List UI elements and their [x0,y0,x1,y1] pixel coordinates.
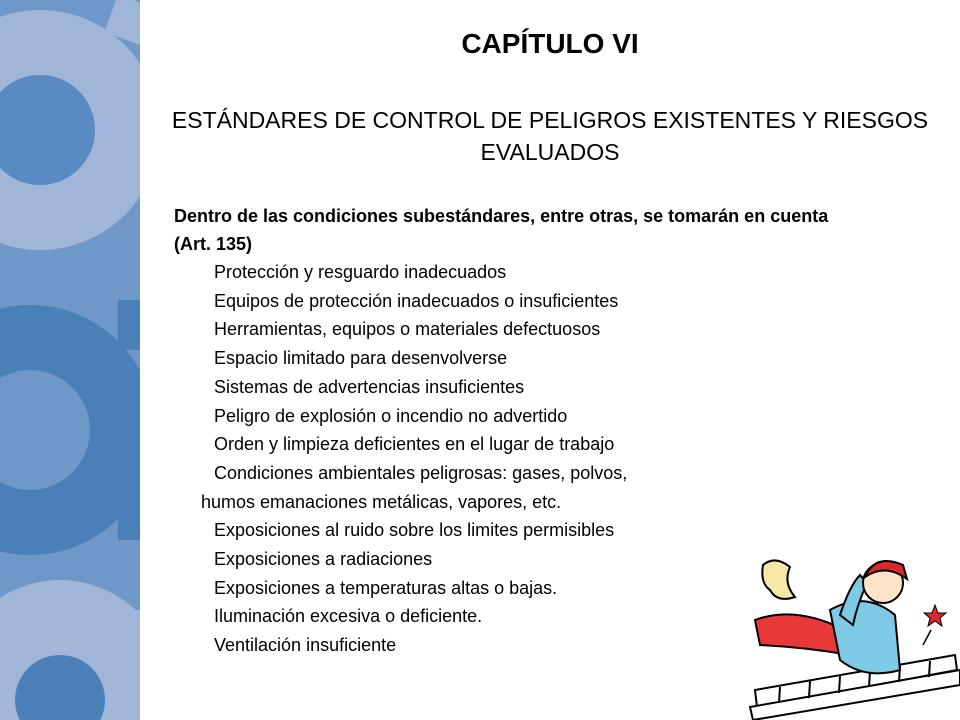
list-item [174,516,814,545]
list-item [174,287,814,316]
list-item-text: Orden y limpieza deficientes en el lugar de trabajo [214,434,615,455]
list-item [174,574,814,603]
list-item [174,344,814,373]
conditions-list [174,258,814,660]
list-item-text: Exposiciones a radiaciones [214,549,433,570]
list-item-text: Ventilación insuficiente [214,635,397,656]
list-item [174,315,814,344]
list-item-text: Herramientas, equipos o materiales defectuosos [214,319,601,340]
list-item [174,545,814,574]
list-item [174,459,814,516]
flying-cloth [762,560,795,598]
list-item-text: Iluminación excesiva o deficiente. [214,606,483,627]
list-item-text: Sistemas de advertencias insuficientes [214,376,525,397]
list-item-text: Exposiciones a temperaturas altas o bajas. [214,577,558,598]
list-item [174,430,814,459]
list-item-text: Protección y resguardo inadecuados [214,262,507,282]
falling-worker-illustration [735,535,960,720]
list-item-text: Equipos de protección inadecuados o insuficientes [214,290,619,311]
slide-subtitle: ESTÁNDARES DE CONTROL DE PELIGROS EXISTENTES Y RIESGOS EVALUADOS [171,107,929,165]
impact-star-icon [924,605,946,626]
list-item [174,258,814,287]
slide-title: CAPÍTULO VI [461,28,639,59]
list-item-text: Espacio limitado para desenvolverse [214,348,508,369]
list-item [174,631,814,660]
list-item-text: Condiciones ambientales peligrosas: gases, polvos, [214,462,628,483]
list-item-continuation: humos emanaciones metálicas, vapores, etc. [201,491,562,512]
list-item-text: Exposiciones al ruido sobre los limites permisibles [214,520,615,541]
intro-paragraph: Dentro de las condiciones subestándares, entre otras, se tomarán en cuenta (Art. 135) [174,206,829,254]
list-item [174,402,814,431]
list-item [174,602,814,631]
list-item [174,373,814,402]
list-item-text: Peligro de explosión o incendio no advertido [214,405,568,426]
